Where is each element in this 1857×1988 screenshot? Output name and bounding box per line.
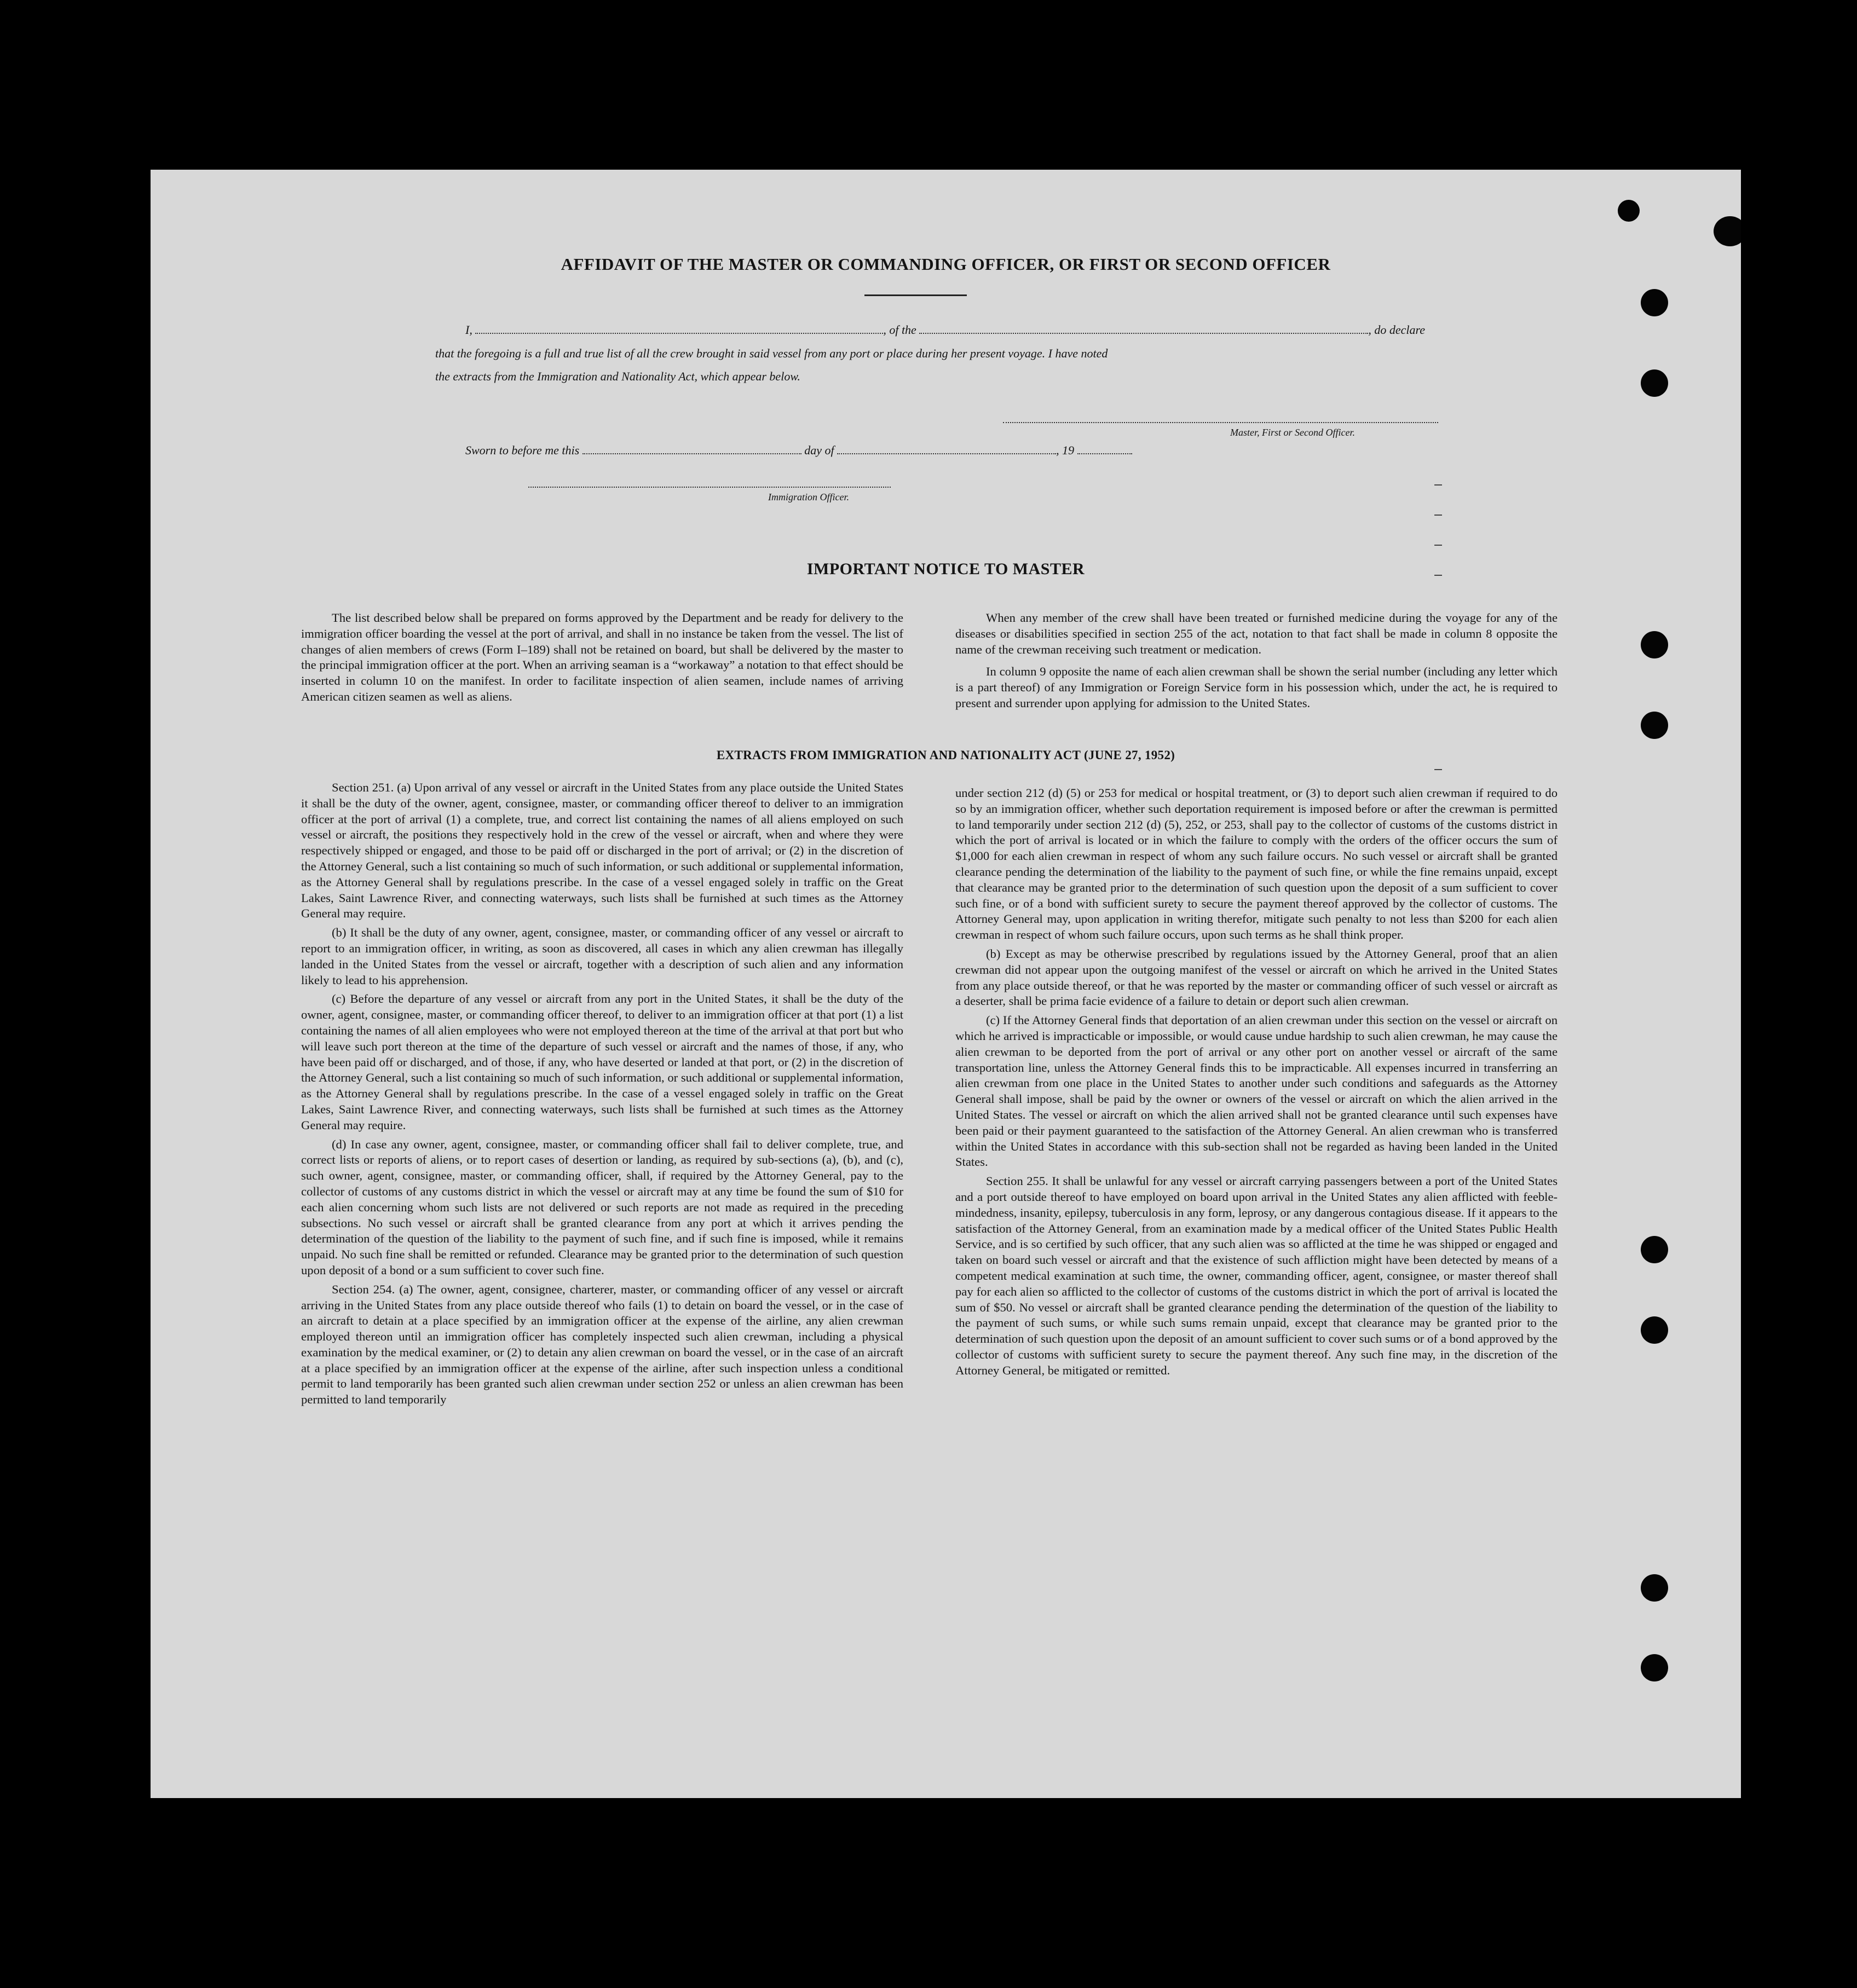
section-254c: (c) If the Attorney General finds that deportation of an alien crewman under this section on the vessel or aircraft on which he arrived is impracticable or impossible, or would cause undue hardship to such alien crewman, he may cause the alien crewman to be deported from the port of arrival or any other port on another vessel or aircraft of the same transportation line, unless the Attorney General finds this to be impracticable. All expenses incurred in transferring an alien crewman from one place in the United States to another under such conditions and safeguards as the Attorney General shall impose, shall be paid by the owner or owners of the vessel or aircraft on which the alien arrived in the United States. The vessel or aircraft on which the alien arrived shall not be granted clearance until such expenses have been paid or their payment guaranteed to the satisfaction of the Attorney General. An alien crewman who is transferred within the United States in accordance with this sub-section shall not be regarded as having been landed in the United States.	[955, 1013, 1558, 1169]
punch-hole	[1641, 1236, 1668, 1263]
sworn-month-blank[interactable]	[837, 453, 1056, 454]
declaration-line-3: the extracts from the Immigration and Nationality Act, which appear below.	[435, 369, 800, 383]
sworn-year-blank[interactable]	[1077, 453, 1132, 454]
sworn-line	[465, 443, 1132, 458]
margin-mark	[1434, 769, 1442, 770]
master-signature-line[interactable]	[1003, 421, 1438, 423]
section-254b: (b) Except as may be otherwise prescribed by regulations issued by the Attorney General, proof that an alien crewman did not appear upon the outgoing manifest of the vessel or aircraft on which he arrived in the United States from any place outside thereof, or that he was reported by the master or commanding officer of such vessel or aircraft as a deserter, shall be prima facie evidence of a failure to detain or deport such alien crewman.	[955, 946, 1558, 1008]
sworn-year: , 19	[1056, 443, 1075, 457]
notice-left-paragraph: The list described below shall be prepared on forms approved by the Department and be ready for delivery to the immigration officer boarding the vessel at the port of arrival, and shall in no instance be taken from the vessel. The list of changes of alien members of crews (Form I–189) shall not be retained on board, but shall be delivered by the master to the principal immigration officer at the port. When an arriving seaman is a “workaway” a notation to that effect should be inserted in column 10 on the manifest. In order to facilitate inspection of alien seamen, include names of arriving American citizen seamen as well as aliens.	[301, 611, 903, 703]
sworn-prefix: Sworn to before me this	[465, 443, 580, 457]
punch-hole	[1714, 216, 1741, 246]
master-signature-label: Master, First or Second Officer.	[1230, 427, 1355, 438]
section-254a: Section 254. (a) The owner, agent, consignee, charterer, master, or commanding officer of any vessel or aircraft arriving in the United States from any place outside thereof who fails (1) to detain on board the vessel, or in the case of an aircraft to detain at a place specified by an immigration officer at the expense of the airline, any alien crewman employed thereon until an immigration officer has completely inspected such alien crewman, including a physical examination by the medical examiner, or (2) to detain any alien crewman on board the vessel, or in the case of an aircraft at a place specified by an immigration officer at the expense of the airline, after such inspection unless a conditional permit to land temporarily has been granted such alien crewman under section 252 or unless an alien crewman has been permitted to land temporarily	[301, 1282, 903, 1407]
extracts-title: EXTRACTS FROM IMMIGRATION AND NATIONALITY ACT (JUNE 27, 1952)	[716, 748, 1175, 762]
officer-signature-label: Immigration Officer.	[768, 492, 849, 502]
extracts-right-column	[955, 785, 1558, 1382]
notice-right-paragraph-1: When any member of the crew shall have been treated or furnished medicine during the voyage for any of the diseases or disabilities specified in section 255 of the act, notation to that fact shall be made in column 8 opposite the name of the crewman receiving such treatment or medication.	[955, 611, 1558, 656]
margin-mark	[1434, 484, 1442, 486]
punch-hole	[1641, 1654, 1668, 1681]
punch-hole	[1618, 200, 1640, 222]
title-rule	[864, 294, 967, 296]
section-251a: Section 251. (a) Upon arrival of any vessel or aircraft in the United States from any place outside the United States it shall be the duty of the owner, agent, consignee, master, or commanding officer thereof to deliver to an immigration officer at the port of arrival (1) a complete, true, and correct list containing the names of all aliens employed on such vessel or aircraft, the positions they respectively hold in the crew of the vessel or aircraft, when and where they were respectively shipped or engaged, and those to be paid off or discharged in the port of arrival; or (2) in the discretion of the Attorney General, such a list containing so much of such information, or such additional or supplemental information, as the Attorney General shall by regulations prescribe. In the case of a vessel engaged solely in traffic on the Great Lakes, Saint Lawrence River, and connecting waterways, such lists shall be furnished at such times as the Attorney General may require.	[301, 781, 903, 921]
declaration-of-the: , of the	[883, 323, 916, 337]
section-251d: (d) In case any owner, agent, consignee, master, or commanding officer shall fail to deliver complete, true, and correct lists or reports of aliens, or to report cases of desertion or landing, as required by sub-sections (a), (b), and (c), such owner, agent, consignee, master, or commanding officer, shall, if required by the Attorney General, pay to the collector of customs of any customs district in which the vessel or aircraft may at any time be found the sum of $10 for each alien concerning whom such lists are not delivered or such reports are not made as required in the preceding subsections. No such vessel or aircraft shall be granted clearance from any port at which it arrives pending the determination of the question of the liability to the payment of such fine, and if such fine is imposed, while it remains unpaid. No such fine shall be remitted or refunded. Clearance may be granted prior to the determination of such question upon deposit of a bond or a sum sufficient to cover such fine.	[301, 1137, 903, 1277]
declaration-line-2: that the foregoing is a full and true list of all the crew brought in said vessel from any port or place during her present voyage. I have noted	[435, 346, 1108, 360]
punch-hole	[1641, 1574, 1668, 1602]
vessel-blank[interactable]	[919, 332, 1368, 334]
notice-right-paragraph-2: In column 9 opposite the name of each alien crewman shall be shown the serial number (including any letter which is a part thereof) of any Immigration or Foreign Service form in his possession which, under the act, he is required to present and surrender upon applying for admission to the United States.	[955, 664, 1558, 710]
officer-signature-line[interactable]	[528, 486, 891, 488]
punch-hole	[1641, 1316, 1668, 1344]
sworn-day-of: day of	[804, 443, 834, 457]
declaration-line-1	[465, 323, 1525, 337]
notice-right-column	[955, 610, 1558, 715]
section-254a-continued: under section 212 (d) (5) or 253 for medical or hospital treatment, or (3) to deport such alien crewman if required to do so by an immigration officer, whether such deportation requirement is imposed before or after the crewman is permitted to land temporarily under section 212 (d) (5), 252, or 253, shall pay to the collector of customs of the customs district in which the port of arrival is located or in which the failure to comply with the orders of the officer occurs the sum of $1,000 for each alien crewman in respect of whom any such failure occurs. No such vessel or aircraft shall be granted clearance pending the determination of the liability to the payment of such fine, or while the fine remains unpaid, except that clearance may be granted prior to the determination of such question upon the deposit of a sum sufficient to cover such fine, or of a bond with sufficient surety to secure the payment thereof approved by the collector of customs. The Attorney General may, upon application in writing therefor, mitigate such penalty to not less than $200 for each alien crewman in respect of whom such failure occurs, upon such terms as he shall think proper.	[955, 786, 1558, 942]
name-blank[interactable]	[475, 332, 883, 334]
punch-hole	[1641, 631, 1668, 658]
section-251c: (c) Before the departure of any vessel or aircraft from any port in the United States, it shall be the duty of the owner, agent, consignee, master, or commanding officer thereof, to deliver to an immigration officer at that port (1) a list containing the names of all alien employees who were not employed thereon at the time of the arrival at that port but who will leave such port thereon at the time of the departure of such vessel or aircraft and the names of those, if any, who have been paid off or discharged, and of those, if any, who have deserted or landed at that port, or (2) in the discretion of the Attorney General, such a list containing so much of such information, or such additional or supplemental information, as the Attorney General shall by regulations prescribe. In the case of a vessel engaged solely in traffic on the Great Lakes, Saint Lawrence River, and connecting waterways, such lists shall be furnished at such times as the Attorney General may require.	[301, 992, 903, 1132]
sworn-day-blank[interactable]	[583, 453, 801, 454]
punch-hole	[1641, 289, 1668, 316]
margin-mark	[1434, 545, 1442, 546]
punch-hole	[1641, 369, 1668, 397]
document-page	[151, 170, 1741, 1798]
notice-title: IMPORTANT NOTICE TO MASTER	[806, 560, 1085, 578]
section-251b: (b) It shall be the duty of any owner, agent, consignee, master, or commanding officer of any vessel or aircraft to report to an immigration officer, in writing, as soon as discovered, all cases in which any alien crewman has illegally landed in the United States from the vessel or aircraft, together with a description of such alien and any information likely to lead to his apprehension.	[301, 926, 903, 987]
extracts-left-column	[301, 780, 903, 1411]
punch-hole	[1641, 712, 1668, 739]
section-255: Section 255. It shall be unlawful for any vessel or aircraft carrying passengers between a port of the United States and a port outside thereof to have employed on board upon arrival in the United States any alien afflicted with feeble-mindedness, insanity, epilepsy, tuberculosis in any form, leprosy, or any dangerous contagious disease. If it appears to the satisfaction of the Attorney General, from an examination made by a medical officer of the United States Public Health Service, and is so certified by such officer, that any such alien was so afflicted at the time he was shipped or engaged and taken on board such vessel or aircraft and that the existence of such affliction might have been detected by means of a competent medical examination at such time, the owner, commanding officer, agent, consignee, or master thereof shall pay for each alien so afflicted to the collector of customs of the customs district in which the port of arrival is located the sum of $50. No vessel or aircraft shall be granted clearance pending the determination of the question of the liability to the payment of such sums, or while such sums remain unpaid, except that clearance may be granted prior to the determination of such question upon the deposit of an amount sufficient to cover such sums or of a bond approved by the collector of customs with sufficient surety to secure the payment thereof. Any such fine may, in the discretion of the Attorney General, be mitigated or remitted.	[955, 1174, 1558, 1377]
declaration-do-declare: , do declare	[1368, 323, 1425, 337]
declaration-i: I,	[465, 323, 472, 337]
notice-left-column	[301, 610, 903, 708]
margin-mark	[1434, 515, 1442, 516]
affidavit-title: AFFIDAVIT OF THE MASTER OR COMMANDING OFFICER, OR FIRST OR SECOND OFFICER	[561, 255, 1331, 274]
